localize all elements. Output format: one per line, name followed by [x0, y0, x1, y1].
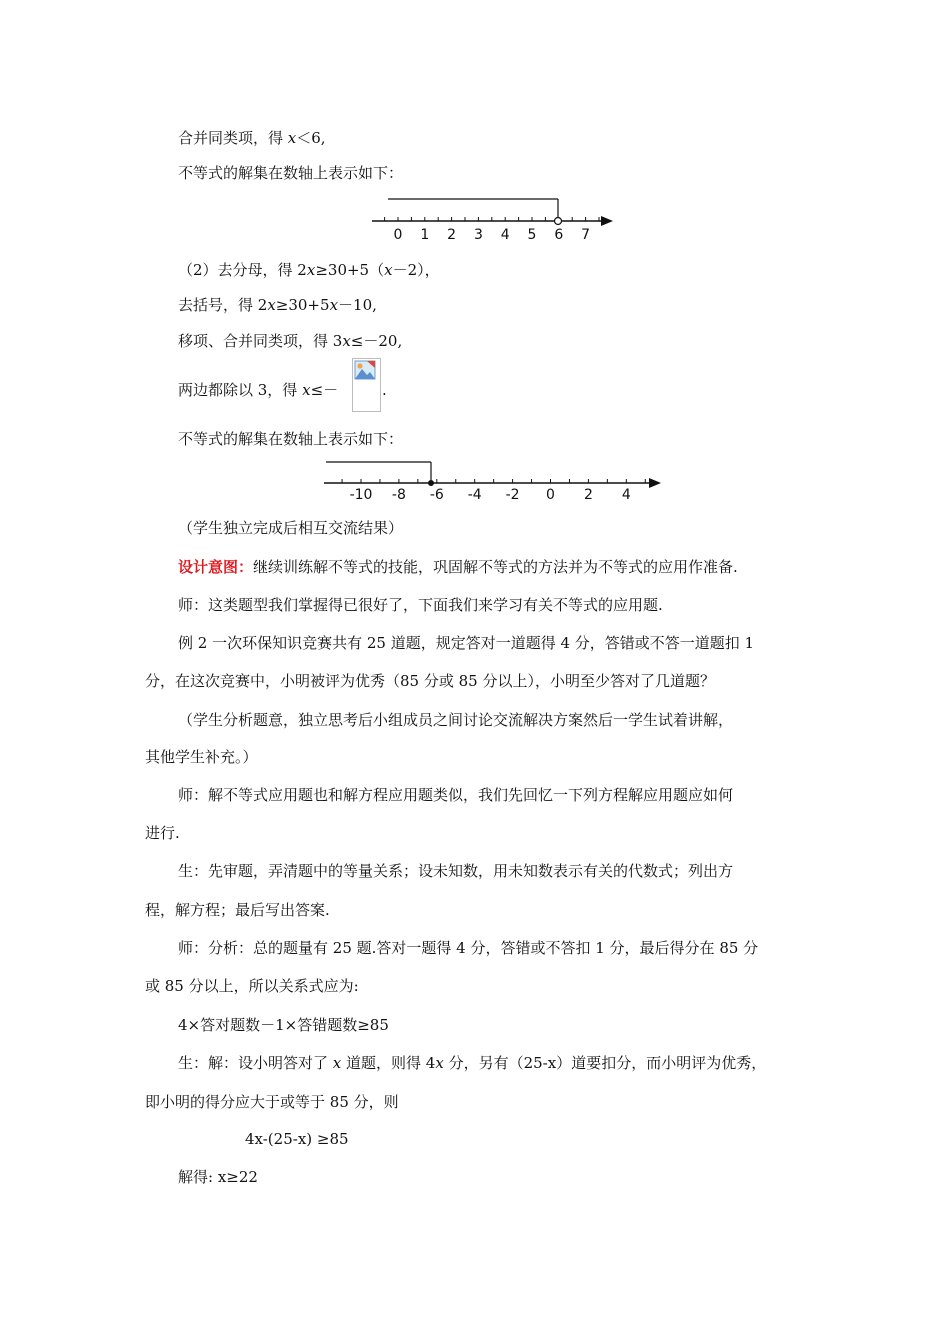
text-line-end: .: [382, 381, 387, 399]
text-segment: 分，另有（25-x）道要扣分，而小明评为优秀，: [443, 1054, 767, 1072]
text-segment: 道题，则得 4: [341, 1054, 436, 1072]
text-line: 4x-(25-x) ≥85: [245, 1130, 349, 1148]
variable: x: [287, 129, 297, 147]
number-line-2-tick-label: 2: [583, 487, 593, 503]
text-line: 师：解不等式应用题也和解方程应用题类似，我们先回忆一下列方程解应用题应如何: [178, 786, 734, 804]
text-line: [178, 557, 738, 577]
text-segment: 合并同类项，得: [178, 129, 288, 147]
text-line: [178, 331, 402, 351]
text-line: 师：分析：总的题量有 25 题.答对一题得 4 分，答错或不答扣 1 分，最后得分在 85 分: [178, 939, 759, 957]
text-line: [178, 295, 377, 315]
text-segment: 生：解：设小明答对了: [178, 1054, 333, 1072]
text-line: [178, 128, 326, 148]
text-line: 即小明的得分应大于或等于 85 分，则: [145, 1093, 399, 1111]
number-line-2-tick-label: -4: [467, 487, 482, 503]
number-line-1-tick-label: 1: [420, 227, 430, 243]
closed-bound-point: [428, 480, 434, 486]
text-line: （学生独立完成后相互交流结果）: [178, 519, 404, 537]
open-bound-point: [555, 218, 562, 225]
number-line-2-tick-label: -8: [391, 487, 406, 503]
text-segment: ≤－: [310, 381, 339, 399]
text-line: [178, 1053, 766, 1073]
number-line-1-tick-label: 0: [393, 227, 403, 243]
text-line: 解得: x≥22: [178, 1168, 258, 1186]
variable: x: [329, 296, 339, 314]
text-segment: 去括号，得 2: [178, 296, 268, 314]
text-line: 生：先审题，弄清题中的等量关系；设未知数，用未知数表示有关的代数式；列出方: [178, 862, 734, 880]
variable: x: [435, 1054, 444, 1072]
text-segment: 继续训练解不等式的技能，巩固解不等式的方法并为不等式的应用作准备.: [253, 558, 738, 576]
axis-arrow-icon: [649, 478, 661, 488]
variable: x: [332, 1054, 342, 1072]
text-segment: －10,: [338, 296, 377, 314]
number-line-2-tick-label: 4: [621, 487, 631, 503]
fraction-image-placeholder: [352, 358, 381, 412]
text-segment: ≥30+5（: [315, 261, 385, 279]
number-line-2: [320, 458, 665, 506]
text-line: 师：这类题型我们掌握得已很好了，下面我们来学习有关不等式的应用题.: [178, 596, 663, 614]
number-line-1-tick-label: 5: [527, 227, 537, 243]
design-intent-label: 设计意图：: [178, 558, 254, 576]
text-segment: 两边都除以 3，得: [178, 381, 303, 399]
variable: x: [302, 381, 311, 399]
text-line: 或 85 分以上，所以关系式应为:: [145, 977, 359, 995]
text-segment: 移项、合并同类项，得 3: [178, 332, 343, 350]
variable: x: [342, 332, 351, 350]
text-line: [178, 380, 338, 400]
number-line-2-tick-label: -10: [349, 487, 373, 503]
text-line: 分，在这次竞赛中，小明被评为优秀（85 分或 85 分以上），小明至少答对了几道题？: [145, 672, 715, 690]
broken-image-icon: [354, 360, 376, 380]
text-segment: －2），: [392, 261, 440, 279]
text-segment: ≤－20,: [350, 332, 403, 350]
number-line-1-tick-label: 4: [500, 227, 510, 243]
number-line-1-tick-label: 3: [473, 227, 483, 243]
variable: x: [267, 296, 276, 314]
text-line: 程，解方程；最后写出答案.: [145, 901, 330, 919]
number-line-1: [368, 193, 628, 243]
text-line: [178, 260, 440, 280]
text-segment: ≥30+5: [275, 296, 330, 314]
number-line-1-tick-label: 7: [581, 227, 591, 243]
text-line: 不等式的解集在数轴上表示如下：: [178, 164, 404, 182]
axis-arrow-icon: [601, 216, 613, 226]
text-line: （学生分析题意，独立思考后小组成员之间讨论交流解决方案然后一学生试着讲解，: [178, 711, 734, 729]
text-line: 例 2 一次环保知识竞赛共有 25 道题，规定答对一道题得 4 分，答错或不答一道题扣 1: [178, 634, 755, 652]
variable: x: [306, 261, 316, 279]
text-segment: ＜6,: [296, 129, 326, 147]
text-line: 进行.: [145, 824, 180, 842]
number-line-2-tick-label: -6: [429, 487, 444, 503]
number-line-1-tick-label: 6: [554, 227, 564, 243]
text-line: 4×答对题数－1×答错题数≥85: [178, 1016, 389, 1034]
text-line: 其他学生补充。）: [145, 748, 258, 766]
text-segment: （2）去分母，得 2: [178, 261, 307, 279]
text-line: 不等式的解集在数轴上表示如下：: [178, 430, 404, 448]
number-line-1-tick-label: 2: [447, 227, 457, 243]
number-line-2-tick-label: -2: [505, 487, 520, 503]
number-line-2-tick-label: 0: [546, 487, 555, 503]
variable: x: [384, 261, 393, 279]
